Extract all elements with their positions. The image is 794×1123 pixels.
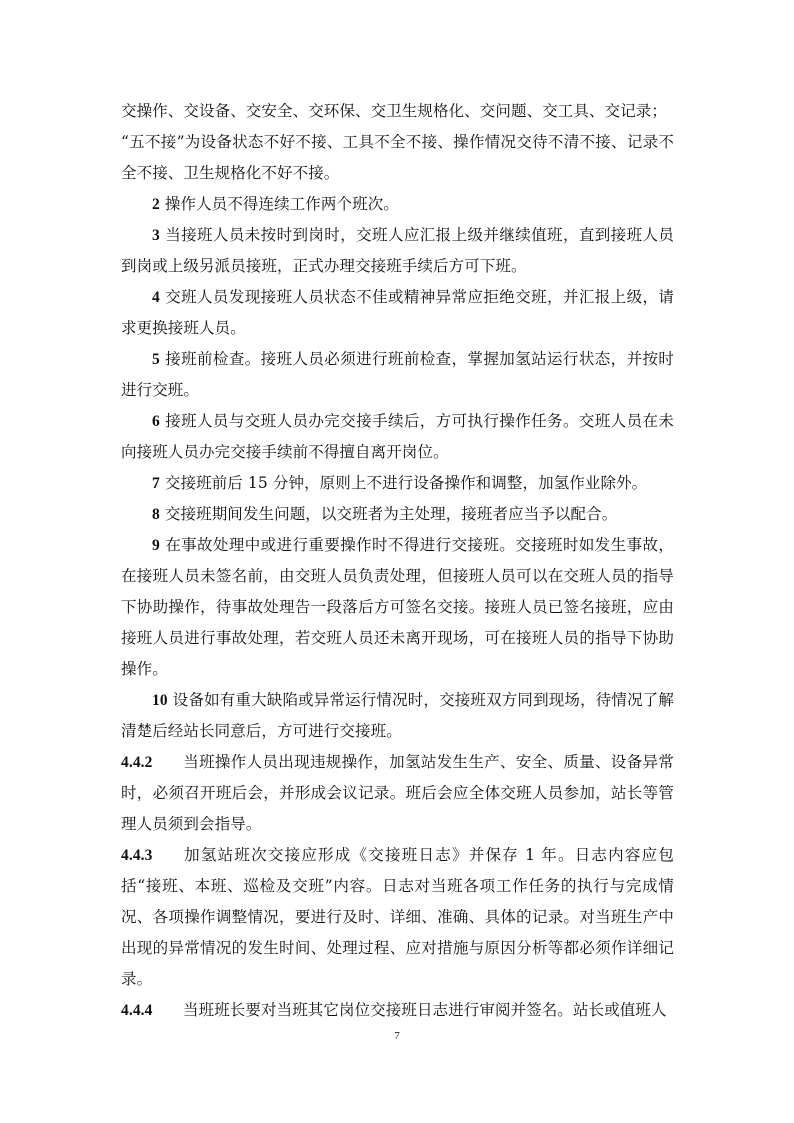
list-item bbox=[121, 406, 674, 468]
item-number: 5 bbox=[152, 351, 160, 368]
item-text: 交接班前后 15 分钟，原则上不进行设备操作和调整，加氢作业除外。 bbox=[164, 474, 648, 492]
item-text: 设备如有重大缺陷或异常运行情况时，交接班双方同到现场，待情况了解清楚后经站长同意后，方可进行交接班。 bbox=[121, 691, 674, 740]
list-item bbox=[121, 344, 674, 406]
item-text: 交班人员发现接班人员状态不佳或精神异常应拒绝交班，并汇报上级，请求更换接班人员。 bbox=[121, 288, 675, 337]
page-number: 7 bbox=[394, 1030, 400, 1042]
section-number: 4.4.4 bbox=[121, 1002, 153, 1019]
list-item bbox=[121, 499, 674, 530]
item-text: 操作人员不得连续工作两个班次。 bbox=[164, 195, 399, 213]
item-number: 3 bbox=[152, 227, 160, 244]
section-text: 加氢站班次交接应形成《交接班日志》并保存 1 年。日志内容应包括“接班、本班、巡检及交班”内容。日志对当班各项工作任务的执行与完成情况、各项操作调整情况，要进行及时、详细、准确、具体的记录。对当班生产中出现的异常情况的发生时间、处理过程、应对措施与原因分析等都必须作详细记录。 bbox=[121, 846, 674, 988]
list-item bbox=[121, 468, 674, 499]
body-text bbox=[121, 96, 674, 1026]
intro-line: 交操作、交设备、交安全、交环保、交卫生规格化、交问题、交工具、交记录； bbox=[121, 102, 668, 120]
wubujie-paragraph: “五不接”为设备状态不好不接、工具不全不接、操作情况交待不清不接、记录不全不接、卫生规格化不好不接。 bbox=[121, 133, 674, 182]
item-number: 7 bbox=[152, 475, 160, 492]
list-item bbox=[121, 282, 674, 344]
item-text: 交接班期间发生问题，以交班者为主处理，接班者应当予以配合。 bbox=[164, 505, 618, 523]
section-paragraph bbox=[121, 747, 674, 840]
item-number: 4 bbox=[152, 289, 160, 306]
section-text: 当班操作人员出现违规操作，加氢站发生生产、安全、质量、设备异常时，必须召开班后会，并形成会议记录。班后会应全体交班人员参加，站长等管理人员须到会指导。 bbox=[121, 753, 674, 833]
section-number: 4.4.2 bbox=[121, 754, 153, 771]
list-item bbox=[121, 685, 674, 747]
section-number: 4.4.3 bbox=[121, 847, 153, 864]
item-number: 8 bbox=[152, 506, 160, 523]
item-text: 当接班人员未按时到岗时，交班人应汇报上级并继续值班，直到接班人员到岗或上级另派员接班，正式办理交接班手续后方可下班。 bbox=[121, 226, 675, 275]
list-item bbox=[121, 220, 674, 282]
item-text: 接班前检查。接班人员必须进行班前检查，掌握加氢站运行状态，并按时进行交班。 bbox=[121, 350, 675, 399]
section-paragraph bbox=[121, 995, 674, 1026]
section-text: 当班班长要对当班其它岗位交接班日志进行审阅并签名。站长或值班人 bbox=[183, 1001, 667, 1019]
item-number: 6 bbox=[152, 413, 160, 430]
list-item bbox=[121, 530, 674, 685]
item-number: 2 bbox=[152, 196, 160, 213]
list-item bbox=[121, 189, 674, 220]
item-number: 10 bbox=[152, 692, 168, 709]
item-text: 接班人员与交班人员办完交接手续后，方可执行操作任务。交班人员在未向接班人员办完交接手续前不得擅自离开岗位。 bbox=[121, 412, 675, 461]
section-paragraph bbox=[121, 840, 674, 995]
item-number: 9 bbox=[152, 537, 160, 554]
item-text: 在事故处理中或进行重要操作时不得进行交接班。交接班时如发生事故，在接班人员未签名前，由交班人员负责处理，但接班人员可以在交班人员的指导下协助操作，待事故处理告一段落后方可签名交接。接班人员已签名接班，应由接班人员进行事故处理，若交班人员还未离开现场，可在接班人员的指导下协助操作。 bbox=[121, 536, 675, 678]
